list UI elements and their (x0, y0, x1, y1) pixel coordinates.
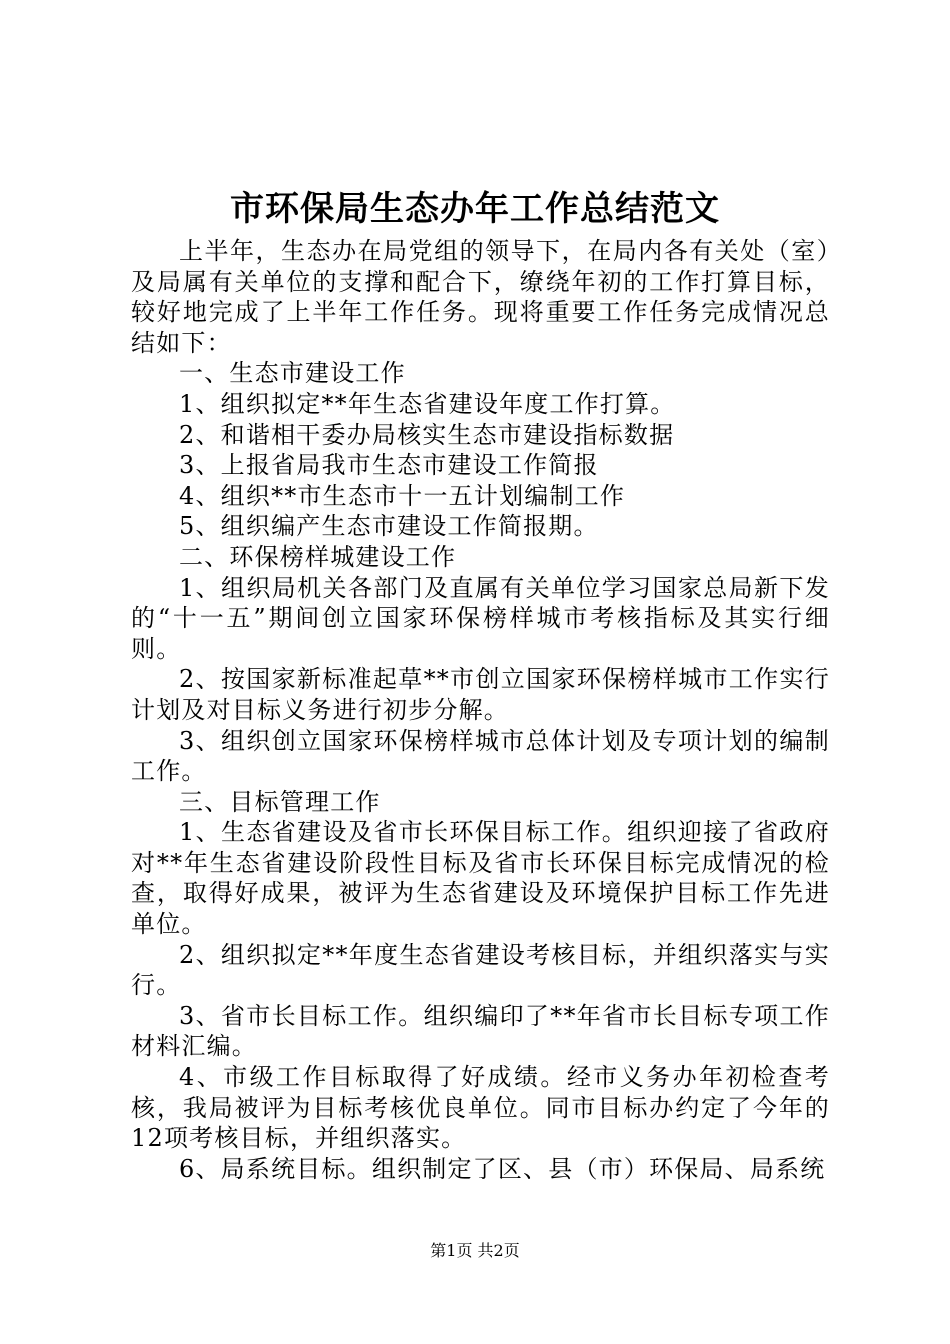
document-title: 市环保局生态办年工作总结范文 (230, 189, 720, 229)
page-footer: 第1页 共2页 (430, 1241, 520, 1260)
paragraph-item: 2、组织拟定**年度生态省建设考核目标，并组织落实与实行。 (131, 940, 830, 1000)
paragraph-intro: 上半年，生态办在局党组的领导下，在局内各有关处（室）及局属有关单位的支撑和配合下，缭绕年初的工作打算目标，较好地完成了上半年工作任务。现将重要工作任务完成情况总结如下： (131, 237, 830, 357)
paragraph-item: 1、生态省建设及省市长环保目标工作。组织迎接了省政府对**年生态省建设阶段性目标及省市长环保目标完成情况的检查，取得好成果，被评为生态省建设及环境保护目标工作先进单位。 (131, 818, 830, 939)
paragraph-item: 5、组织编产生态市建设工作简报期。 (179, 512, 599, 541)
document-body (131, 236, 830, 1184)
paragraph-item: 6、局系统目标。组织制定了区、县（市）环保局、局系统 (179, 1154, 826, 1183)
paragraph-item: 1、组织拟定**年生态省建设年度工作打算。 (179, 389, 676, 418)
section-heading-3: 三、目标管理工作 (179, 787, 381, 816)
paragraph-item: 2、按国家新标准起草**市创立国家环保榜样城市工作实行计划及对目标义务进行初步分解。 (131, 665, 830, 724)
section-heading-2: 二、环保榜样城建设工作 (179, 542, 457, 571)
paragraph-item: 1、组织局机关各部门及直属有关单位学习国家总局新下发的“十一五”期间创立国家环保榜样城市考核指标及其实行细则。 (131, 573, 830, 663)
paragraph-item: 4、组织**市生态市十一五计划编制工作 (179, 481, 626, 510)
paragraph-item: 3、上报省局我市生态市建设工作简报 (179, 451, 599, 480)
paragraph-item: 3、省市长目标工作。组织编印了**年省市长目标专项工作材料汇编。 (131, 1001, 830, 1061)
paragraph-item: 2、和谐相干委办局核实生态市建设指标数据 (179, 420, 675, 449)
paragraph-item: 3、组织创立国家环保榜样城市总体计划及专项计划的编制工作。 (131, 726, 830, 786)
paragraph-item: 4、市级工作目标取得了好成绩。经市义务办年初检查考核，我局被评为目标考核优良单位。同市目标办约定了今年的12项考核目标，并组织落实。 (131, 1063, 830, 1153)
section-heading-1: 一、生态市建设工作 (179, 359, 406, 388)
